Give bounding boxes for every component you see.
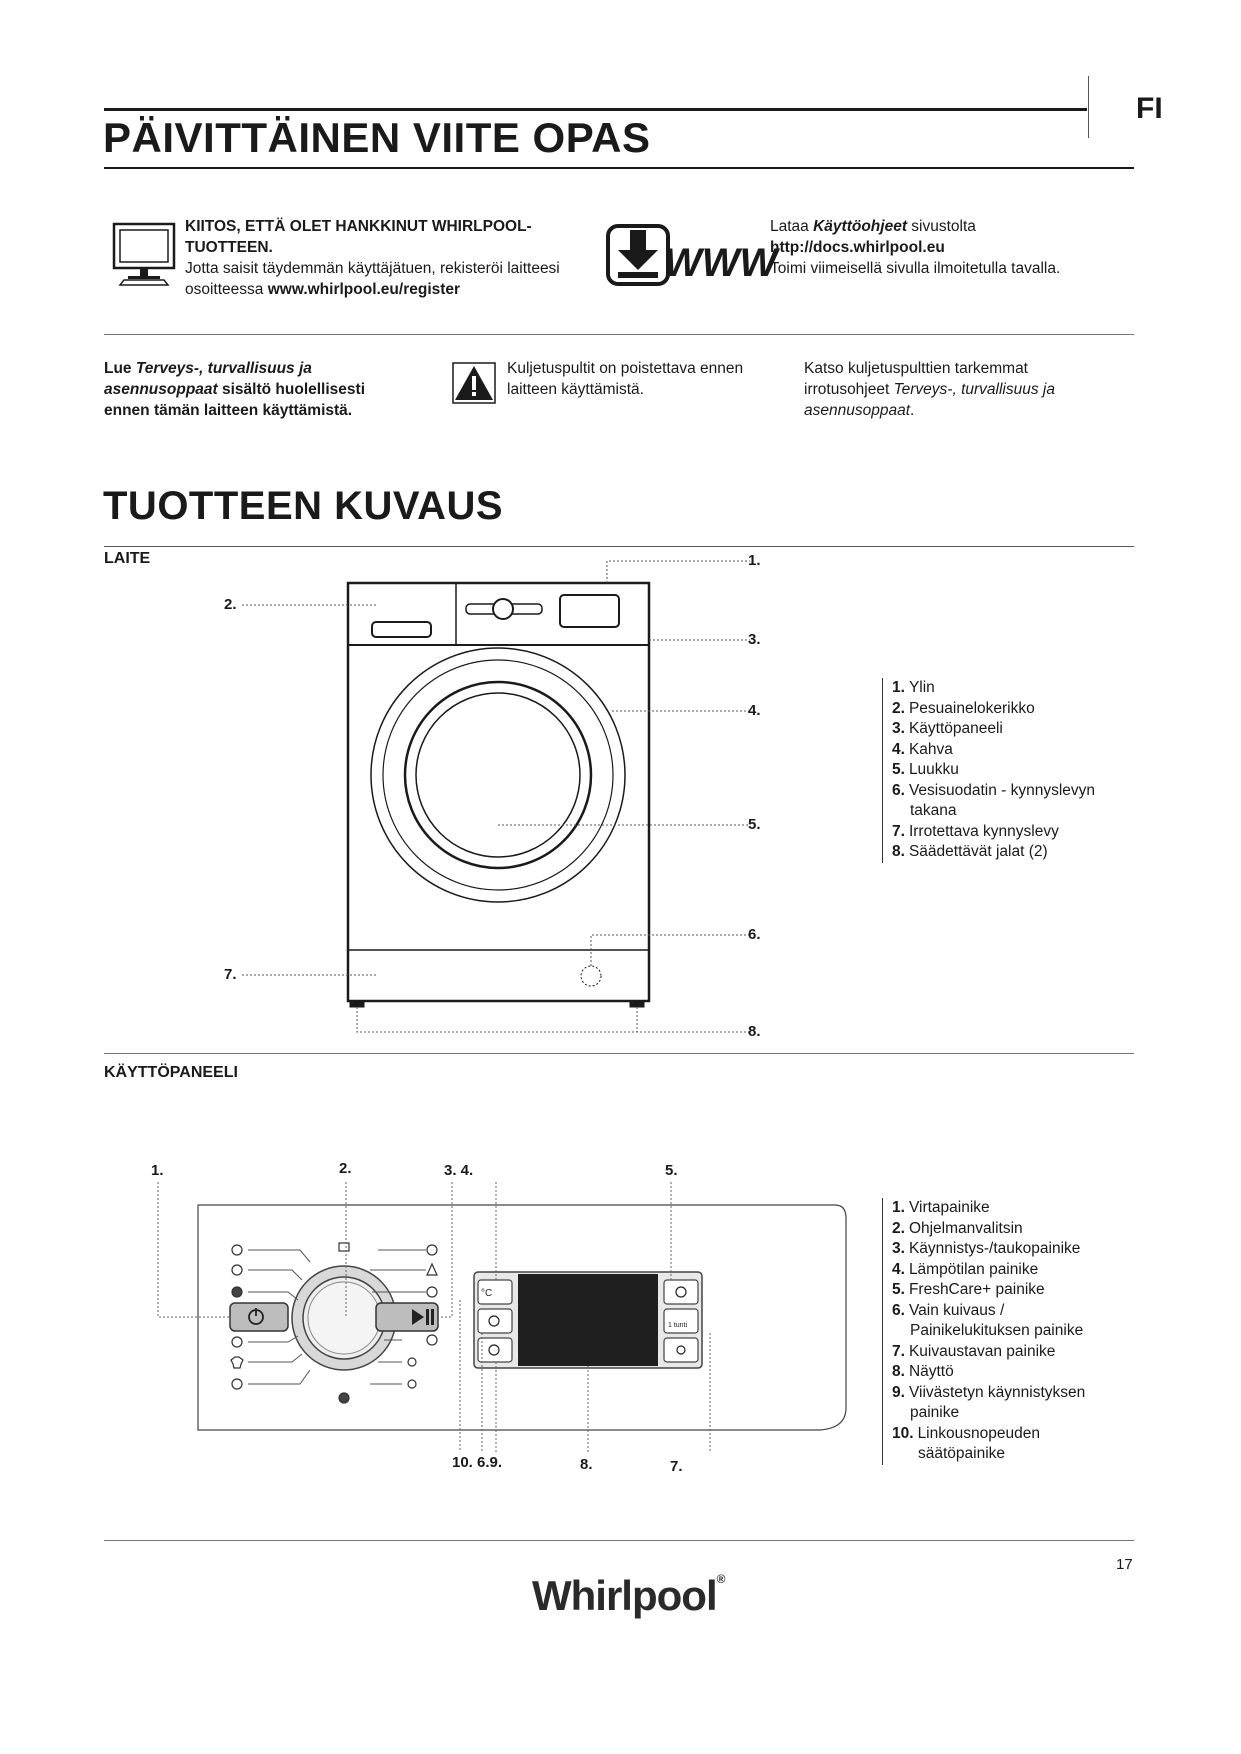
- reference-line1: Katso kuljetuspulttien tarkemmat: [804, 360, 1028, 377]
- program-icon-shirt: [231, 1357, 243, 1368]
- program-icon-synthetic: [232, 1265, 242, 1275]
- door-glass-inner: [416, 693, 580, 857]
- device-legend-item: 7. Irrotettava kynnyslevy: [892, 822, 1059, 840]
- power-button-shape: [230, 1303, 288, 1331]
- register-thanks-line2: TUOTTEEN.: [185, 239, 273, 256]
- reference-italic2: asennusoppaat: [804, 402, 911, 419]
- leader-8: [357, 1007, 750, 1032]
- panel-legend-item: 7. Kuivaustavan painike: [892, 1342, 1056, 1360]
- panel-legend-item: 8. Näyttö: [892, 1363, 954, 1380]
- panel-legend-item: 9. Viivästetyn käynnistyksen: [892, 1383, 1086, 1401]
- panel-legend-item: 1. Virtapainike: [892, 1199, 990, 1216]
- program-icon-eco: [339, 1393, 349, 1403]
- panel-leader-3: [438, 1182, 452, 1317]
- device-legend: [882, 678, 1152, 863]
- panel-label-1: 1.: [151, 1162, 164, 1179]
- panel-label-10-6-9: 10. 6.9.: [452, 1454, 503, 1471]
- page-title: PÄIVITTÄINEN VIITE OPAS: [103, 114, 651, 161]
- drying-only-button-shape: [478, 1309, 512, 1333]
- display-screen: [518, 1274, 658, 1366]
- panel-legend-item-continued: Painikelukituksen painike: [910, 1322, 1084, 1339]
- panel-label-8: 8.: [580, 1456, 593, 1473]
- whirlpool-logo-text: Whirlpool: [532, 1572, 717, 1619]
- device-legend-item: 3. Käyttöpaneeli: [892, 720, 1003, 737]
- device-label-1: 1.: [748, 552, 761, 569]
- temperature-symbol: °C: [481, 1288, 493, 1299]
- device-label-3: 3.: [748, 631, 761, 648]
- download-url-link[interactable]: http://docs.whirlpool.eu: [770, 239, 945, 256]
- safety-read-mid: sisältö huolellisesti: [217, 381, 365, 398]
- panel-label-7: 7.: [670, 1458, 683, 1475]
- panel-legend-item: 3. Käynnistys-/taukopainike: [892, 1240, 1081, 1257]
- device-bottom-rule: [104, 1053, 1134, 1054]
- program-icon-baby: [427, 1245, 437, 1255]
- download-instruction: Toimi viimeisellä sivulla ilmoitetulla tavalla.: [770, 260, 1061, 277]
- whirlpool-logo: [532, 1572, 724, 1620]
- device-legend-item: 4. Kahva: [892, 740, 953, 758]
- device-label-7: 7.: [224, 966, 237, 983]
- delay-start-button-shape: [478, 1338, 512, 1362]
- program-knob: [493, 599, 513, 619]
- device-legend-item: 8. Säädettävät jalat (2): [892, 843, 1048, 860]
- panel-legend-item-continued: säätöpainike: [918, 1445, 1006, 1462]
- device-heading: LAITE: [104, 550, 151, 567]
- device-label-8: 8.: [748, 1023, 761, 1040]
- program-dial-center: [308, 1282, 380, 1354]
- product-section-title: TUOTTEEN KUVAUS: [103, 484, 504, 528]
- panel-legend-item: 4. Lämpötilan painike: [892, 1260, 1039, 1278]
- program-icon-top: [339, 1243, 349, 1251]
- register-info-line: Jotta saisit täydemmän käyttäjätuen, rekisteröi laitteesi: [185, 260, 560, 277]
- download-prefix: Lataa: [770, 218, 814, 235]
- water-filter-mark: [581, 966, 601, 986]
- device-label-6: 6.: [748, 926, 761, 943]
- footer-rule: [104, 1540, 1134, 1541]
- panel-leader-1: [158, 1182, 230, 1317]
- language-code: FI: [1136, 92, 1163, 125]
- program-icon-wool: [232, 1337, 242, 1347]
- program-icon-mix: [232, 1287, 242, 1297]
- download-italic: Käyttöohjeet: [813, 218, 907, 235]
- drying-level-button-shape: [664, 1309, 698, 1333]
- device-legend-item: 1. Ylin: [892, 679, 935, 696]
- left-foot: [350, 1001, 364, 1007]
- register-thanks-line1: KIITOS, ETTÄ OLET HANKKINUT WHIRLPOOL-: [185, 218, 532, 235]
- reference-end: .: [910, 402, 915, 419]
- door-outer-ring: [371, 648, 625, 902]
- page-number: 17: [1116, 1556, 1133, 1573]
- right-foot: [630, 1001, 644, 1007]
- device-label-4: 4.: [748, 702, 761, 719]
- register-url-link[interactable]: www.whirlpool.eu/register: [267, 281, 461, 298]
- program-icon-dry: [408, 1380, 416, 1388]
- drying-time-symbol: 1 tunti: [668, 1322, 688, 1329]
- www-text: WWW: [664, 241, 778, 285]
- program-icon-wash-dry: [408, 1358, 416, 1366]
- device-legend-item: 6. Vesisuodatin - kynnyslevyn: [892, 781, 1096, 799]
- program-icon-timer: [427, 1287, 437, 1297]
- device-legend-item: 5. Luukku: [892, 761, 959, 778]
- panel-label-2: 2.: [339, 1160, 352, 1177]
- device-label-5: 5.: [748, 816, 761, 833]
- registered-mark: ®: [716, 1572, 725, 1586]
- panel-legend-item: 10. Linkousnopeuden: [892, 1424, 1040, 1442]
- device-legend-item-continued: takana: [910, 802, 957, 819]
- door-glass-outer: [405, 682, 591, 868]
- control-panel-heading: KÄYTTÖPANEELI: [104, 1064, 238, 1081]
- program-icon-cotton: [232, 1245, 242, 1255]
- panel-legend-item: 6. Vain kuivaus /: [892, 1301, 1005, 1319]
- download-suffix: sivustolta: [906, 218, 976, 235]
- register-prefix: osoitteessa: [185, 281, 268, 298]
- panel-legend: [882, 1198, 1152, 1465]
- spin-button-shape: [664, 1338, 698, 1362]
- device-label-2: 2.: [224, 596, 237, 613]
- panel-label-5: 5.: [665, 1162, 678, 1179]
- panel-legend-item: 2. Ohjelmanvalitsin: [892, 1219, 1023, 1237]
- safety-read-prefix: Lue: [104, 360, 136, 377]
- device-legend-item: 2. Pesuainelokerikko: [892, 699, 1035, 717]
- leader-1: [607, 561, 750, 583]
- reference-line2: irrotusohjeet: [804, 381, 894, 398]
- safety-read-italic2: asennusoppaat: [104, 381, 218, 398]
- program-icon-bell: [427, 1264, 437, 1275]
- panel-legend-item: 5. FreshCare+ painike: [892, 1281, 1045, 1298]
- panel-legend-item-continued: painike: [910, 1404, 960, 1421]
- transport-bolts-line2: laitteen käyttämistä.: [507, 381, 644, 398]
- display-window: [560, 595, 619, 627]
- freshcare-button-shape: [664, 1280, 698, 1304]
- program-icon-sport: [232, 1379, 242, 1389]
- detergent-drawer-handle: [372, 622, 431, 637]
- safety-read-end: ennen tämän laitteen käyttämistä.: [104, 402, 353, 419]
- transport-bolts-line1: Kuljetuspultit on poistettava ennen: [507, 360, 744, 377]
- panel-label-3-4: 3. 4.: [444, 1162, 474, 1179]
- program-icon-steam: [427, 1335, 437, 1345]
- safety-read-italic1: Terveys-, turvallisuus ja: [135, 360, 312, 377]
- door-ring: [383, 660, 613, 890]
- reference-italic1: Terveys-, turvallisuus ja: [893, 381, 1055, 398]
